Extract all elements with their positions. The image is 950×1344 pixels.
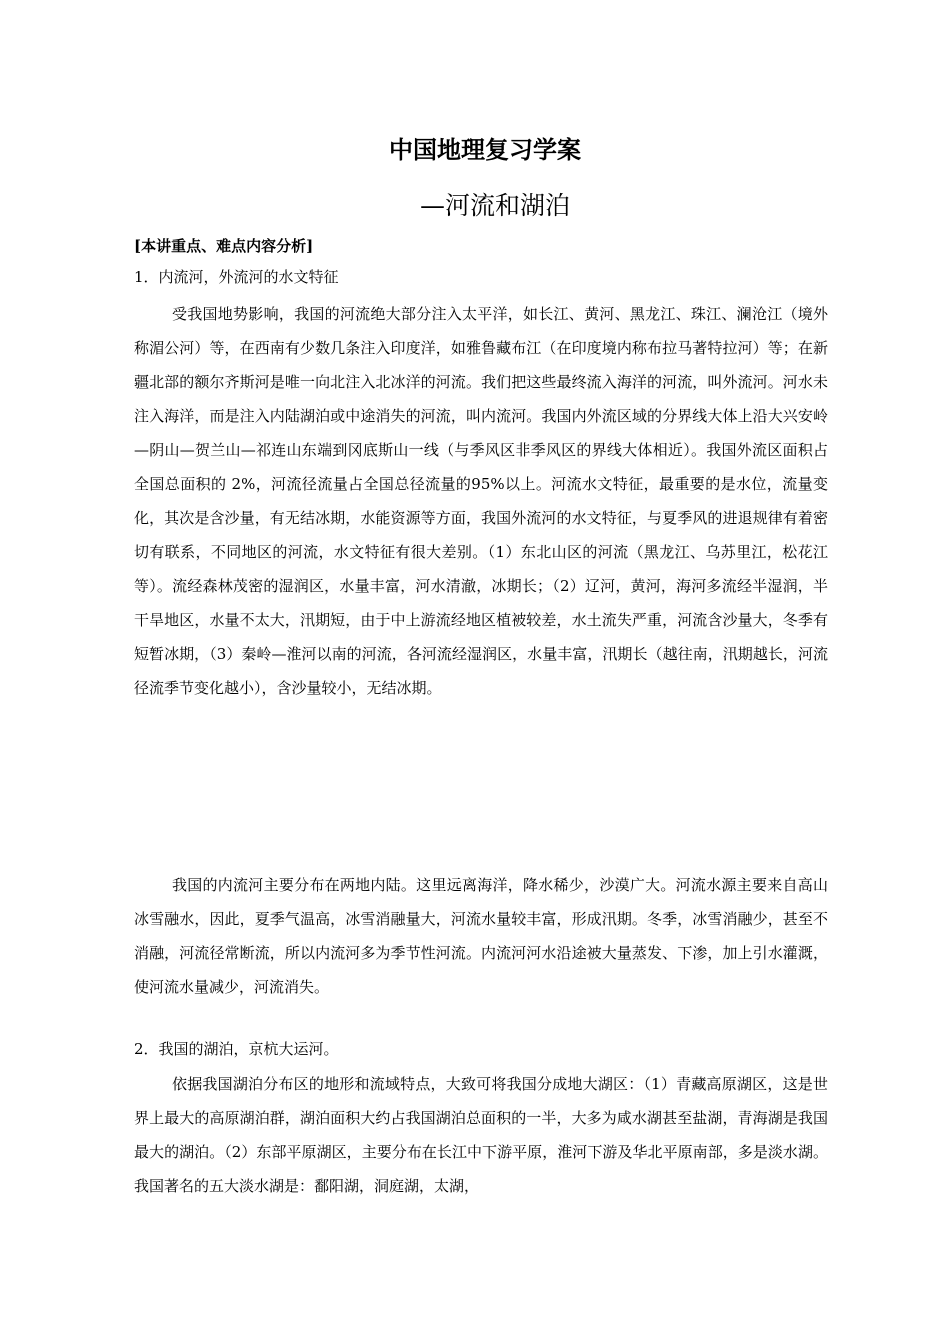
paragraph-outflow-rivers: 受我国地势影响，我国的河流绝大部分注入太平洋，如长江、黄河、黑龙江、珠江、澜沧江（境外称湄公河）等，在西南有少数几条注入印度洋，如雅鲁藏布江（在印度境内称布拉马著特拉河）等；在新疆北部的额尔齐斯河是唯一向北注入北冰洋的河流。我们把这些最终流入海洋的河流，叫外流河。河水未注入海洋，而是注入内陆湖泊或中途消失的河流，叫内流河。我国内外流区域的分界线大体上沿大兴安岭—阴山—贺兰山—祁连山东端到冈底斯山一线（与季风区非季风区的界线大体相近）。我国外流区面积占全国总面积的 2%，河流径流量占全国总径流量的95%以上。河流水文特征，最重要的是水位，流量变化，其次是含沙量，有无结冰期，水能资源等方面，我国外流河的水文特征，与夏季风的进退规律有着密切有联系，不同地区的河流，水文特征有很大差别。（1）东北山区的河流（黑龙江、乌苏里江，松花江等）。流经森林茂密的湿润区，水量丰富，河水清澈，冰期长；（2）辽河，黄河，海河多流经半湿润，半干旱地区，水量不太大，汛期短，由于中上游流经地区植被较差，水土流失严重，河流含沙量大，冬季有短暂冰期，（3）秦岭—淮河以南的河流，各河流经湿润区，水量丰富，汛期长（越往南，汛期越长，河流径流季节变化越小），含沙量较小，无结冰期。: [134, 305, 828, 697]
paragraph-lakes: 依据我国湖泊分布区的地形和流域特点，大致可将我国分成地大湖区：（1）青藏高原湖区，这是世界上最大的高原湖泊群，湖泊面积大约占我国湖泊总面积的一半，大多为咸水湖甚至盐湖，青海湖是我国最大的湖泊。（2）东部平原湖区，主要分布在长江中下游平原，淮河下游及华北平原南部，多是淡水湖。我国著名的五大淡水湖是：鄱阳湖，洞庭湖，太湖，: [134, 1075, 828, 1195]
paragraph-inland-rivers: 我国的内流河主要分布在两地内陆。这里远离海洋，降水稀少，沙漠广大。河流水源主要来自高山冰雪融水，因此，夏季气温高，冰雪消融量大，河流水量较丰富，形成汛期。冬季，冰雪消融少，甚至不消融，河流径常断流，所以内流河多为季节性河流。内流河河水沿途被大量蒸发、下渗，加上引水灌溉，使河流水量减少，河流消失。: [134, 876, 828, 996]
heading-river-hydrology: 1．内流河，外流河的水文特征: [134, 268, 339, 286]
page-subtitle: —河流和湖泊: [419, 191, 570, 220]
page-title: 中国地理复习学案: [389, 136, 581, 164]
section-label: [本讲重点、难点内容分析]: [134, 237, 314, 255]
heading-lakes-canal: 2．我国的湖泊，京杭大运河。: [134, 1040, 339, 1058]
